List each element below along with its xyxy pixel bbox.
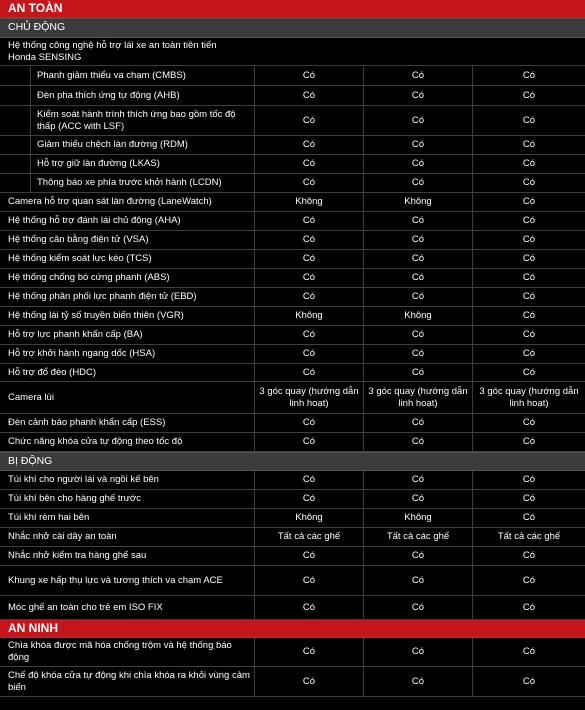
sub-feature-row bbox=[0, 136, 585, 155]
value-cell-2: Có bbox=[363, 288, 472, 306]
feature-label: Móc ghế an toàn cho trẻ em ISO FIX bbox=[8, 601, 163, 613]
value-cell-2: Có bbox=[363, 136, 472, 154]
feature-label: Túi khí cho người lái và ngồi kế bên bbox=[8, 474, 159, 485]
feature-label: Túi khí rèm hai bên bbox=[8, 512, 90, 523]
feature-label: Hỗ trợ đổ đèo (HDC) bbox=[8, 366, 97, 378]
value-cell-1: Có bbox=[254, 547, 363, 565]
value-cell-1: Có bbox=[254, 212, 363, 230]
feature-row bbox=[0, 193, 585, 212]
value-cell-2: Có bbox=[363, 106, 472, 135]
indent-cell bbox=[0, 136, 30, 154]
feature-row bbox=[0, 547, 585, 566]
feature-label: Chức năng khóa cửa tự động theo tốc độ bbox=[8, 436, 183, 447]
value-cell-3: Có bbox=[472, 212, 585, 230]
value-cell-1: Có bbox=[254, 174, 363, 192]
feature-row bbox=[0, 326, 585, 345]
value-cell-3: Có bbox=[472, 136, 585, 154]
feature-row bbox=[0, 667, 585, 697]
feature-label: Phanh giảm thiểu va chạm (CMBS) bbox=[30, 66, 254, 85]
feature-row bbox=[0, 471, 585, 490]
feature-label: Hệ thống kiểm soát lực kéo (TCS) bbox=[8, 253, 152, 264]
value-cell-2: Có bbox=[363, 86, 472, 105]
value-cell-3: Có bbox=[472, 433, 585, 451]
value-cell-1: Không bbox=[254, 307, 363, 325]
feature-label: Kiểm soát hành trình thích ứng bao gồm tốc độ thấp (ACC with LSF) bbox=[30, 106, 254, 135]
feature-label: Hệ thống lái tỷ số truyền biến thiên (VGR) bbox=[8, 310, 184, 321]
feature-label: Nhắc nhở cài dây an toàn bbox=[8, 531, 117, 542]
feature-label: Chế độ khóa cửa tự động khi chìa khóa ra khỏi vùng cảm biến bbox=[8, 669, 250, 693]
value-cell-3: Có bbox=[472, 326, 585, 344]
value-cell-3: Có bbox=[472, 307, 585, 325]
value-cell-2: Có bbox=[363, 231, 472, 249]
feature-label: Nhắc nhở kiểm tra hàng ghế sau bbox=[8, 550, 147, 561]
value-cell-3: Có bbox=[472, 547, 585, 565]
value-cell-3: Có bbox=[472, 667, 585, 696]
value-cell-3: Tất cả các ghế bbox=[472, 528, 585, 546]
feature-label: Đèn pha thích ứng tự động (AHB) bbox=[30, 86, 254, 105]
value-cell-3: Có bbox=[472, 250, 585, 268]
value-cell-1: Có bbox=[254, 231, 363, 249]
value-cell-2: Có bbox=[363, 638, 472, 666]
value-cell-2: Không bbox=[363, 307, 472, 325]
feature-row bbox=[0, 433, 585, 452]
value-cell-1: Có bbox=[254, 250, 363, 268]
section-header-an-toan: AN TOÀN bbox=[0, 0, 585, 18]
value-cell-2: Không bbox=[363, 193, 472, 211]
indent-cell bbox=[0, 66, 30, 85]
value-cell-2: Có bbox=[363, 174, 472, 192]
sub-feature-row bbox=[0, 174, 585, 193]
feature-label: Hỗ trợ giữ làn đường (LKAS) bbox=[30, 155, 254, 173]
sub-feature-row bbox=[0, 86, 585, 106]
group-label: Hệ thống công nghệ hỗ trợ lái xe an toàn tiên tiến Honda SENSING bbox=[8, 40, 217, 63]
feature-label: Khung xe hấp thụ lực và tương thích va chạm ACE bbox=[8, 574, 223, 586]
value-cell-1: Có bbox=[254, 288, 363, 306]
feature-row bbox=[0, 212, 585, 231]
value-cell-1: Có bbox=[254, 433, 363, 451]
value-cell-1: Có bbox=[254, 566, 363, 595]
value-cell-2: Có bbox=[363, 326, 472, 344]
value-cell-3: Có bbox=[472, 471, 585, 489]
feature-label: Camera hỗ trợ quan sát làn đường (LaneWatch) bbox=[8, 196, 212, 207]
value-cell-3: Có bbox=[472, 106, 585, 135]
feature-label: Giảm thiểu chệch làn đường (RDM) bbox=[30, 136, 254, 154]
feature-row bbox=[0, 509, 585, 528]
feature-label: Hỗ trợ khởi hành ngang dốc (HSA) bbox=[8, 348, 156, 359]
value-cell-1: 3 góc quay (hướng dẫn linh hoạt) bbox=[254, 382, 363, 413]
value-cell-3: Có bbox=[472, 490, 585, 508]
value-cell-3: Có bbox=[472, 269, 585, 287]
value-cell-2: Có bbox=[363, 212, 472, 230]
group-header bbox=[0, 38, 585, 66]
feature-row bbox=[0, 566, 585, 596]
value-cell-2: Không bbox=[363, 509, 472, 527]
value-cell-1: Có bbox=[254, 155, 363, 173]
feature-row bbox=[0, 638, 585, 667]
feature-row bbox=[0, 490, 585, 509]
feature-row bbox=[0, 307, 585, 326]
value-cell-2: Có bbox=[363, 433, 472, 451]
feature-row bbox=[0, 288, 585, 307]
feature-row bbox=[0, 231, 585, 250]
feature-row bbox=[0, 345, 585, 364]
indent-cell bbox=[0, 106, 30, 135]
subsection-header-bi-dong: BỊ ĐỘNG bbox=[0, 452, 585, 471]
feature-row bbox=[0, 250, 585, 269]
feature-row bbox=[0, 596, 585, 620]
value-cell-1: Có bbox=[254, 345, 363, 363]
feature-label: Hệ thống hỗ trợ đánh lái chủ động (AHA) bbox=[8, 215, 181, 226]
value-cell-2: Có bbox=[363, 345, 472, 363]
value-cell-1: Có bbox=[254, 638, 363, 666]
section-header-an-ninh: AN NINH bbox=[0, 620, 585, 638]
value-cell-2: Có bbox=[363, 269, 472, 287]
value-cell-2: Có bbox=[363, 471, 472, 489]
value-cell-2: 3 góc quay (hướng dẫn linh hoạt) bbox=[363, 382, 472, 413]
value-cell-3: Có bbox=[472, 638, 585, 666]
value-cell-2: Có bbox=[363, 547, 472, 565]
value-cell-3: Có bbox=[472, 345, 585, 363]
feature-label: Chìa khóa được mã hóa chống trộm và hệ thống báo động bbox=[8, 640, 232, 663]
value-cell-1: Có bbox=[254, 490, 363, 508]
feature-row bbox=[0, 364, 585, 382]
value-cell-1: Có bbox=[254, 326, 363, 344]
value-cell-1: Có bbox=[254, 414, 363, 432]
value-cell-3: Có bbox=[472, 288, 585, 306]
value-cell-3: 3 góc quay (hướng dẫn linh hoạt) bbox=[472, 382, 585, 413]
value-cell-3: Có bbox=[472, 66, 585, 85]
value-cell-3: Có bbox=[472, 155, 585, 173]
feature-label: Hỗ trợ lực phanh khẩn cấp (BA) bbox=[8, 329, 143, 340]
value-cell-2: Có bbox=[363, 566, 472, 595]
feature-label: Camera lùi bbox=[8, 391, 54, 403]
indent-cell bbox=[0, 174, 30, 192]
subsection-header-chu-dong: CHỦ ĐỘNG bbox=[0, 18, 585, 38]
value-cell-1: Tất cả các ghế bbox=[254, 528, 363, 546]
value-cell-1: Không bbox=[254, 509, 363, 527]
value-cell-3: Có bbox=[472, 414, 585, 432]
indent-cell bbox=[0, 86, 30, 105]
value-cell-1: Có bbox=[254, 596, 363, 619]
feature-row bbox=[0, 382, 585, 414]
value-cell-3: Có bbox=[472, 596, 585, 619]
feature-label: Túi khí bên cho hàng ghế trước bbox=[8, 493, 141, 504]
value-cell-2: Có bbox=[363, 155, 472, 173]
value-cell-2: Có bbox=[363, 250, 472, 268]
value-cell-2: Có bbox=[363, 414, 472, 432]
sub-feature-row bbox=[0, 155, 585, 174]
value-cell-2: Có bbox=[363, 596, 472, 619]
feature-label: Đèn cảnh báo phanh khẩn cấp (ESS) bbox=[8, 417, 166, 428]
value-cell-2: Có bbox=[363, 490, 472, 508]
value-cell-2: Có bbox=[363, 66, 472, 85]
feature-label: Hệ thống phân phối lực phanh điện tử (EBD) bbox=[8, 291, 197, 302]
value-cell-2: Có bbox=[363, 667, 472, 696]
value-cell-1: Có bbox=[254, 471, 363, 489]
value-cell-2: Tất cả các ghế bbox=[363, 528, 472, 546]
value-cell-3: Có bbox=[472, 174, 585, 192]
sub-feature-row bbox=[0, 106, 585, 136]
value-cell-1: Không bbox=[254, 193, 363, 211]
value-cell-1: Có bbox=[254, 269, 363, 287]
feature-label: Hệ thống cân bằng điện tử (VSA) bbox=[8, 234, 149, 245]
value-cell-1: Có bbox=[254, 364, 363, 381]
value-cell-2: Có bbox=[363, 364, 472, 381]
value-cell-3: Có bbox=[472, 364, 585, 381]
value-cell-1: Có bbox=[254, 136, 363, 154]
value-cell-3: Có bbox=[472, 509, 585, 527]
value-cell-3: Có bbox=[472, 566, 585, 595]
feature-label: Thông báo xe phía trước khởi hành (LCDN) bbox=[30, 174, 254, 192]
value-cell-1: Có bbox=[254, 667, 363, 696]
value-cell-1: Có bbox=[254, 106, 363, 135]
value-cell-3: Có bbox=[472, 231, 585, 249]
feature-row bbox=[0, 269, 585, 288]
value-cell-1: Có bbox=[254, 86, 363, 105]
indent-cell bbox=[0, 155, 30, 173]
sub-feature-row bbox=[0, 66, 585, 86]
value-cell-1: Có bbox=[254, 66, 363, 85]
feature-label: Hệ thống chống bó cứng phanh (ABS) bbox=[8, 272, 170, 283]
value-cell-3: Có bbox=[472, 193, 585, 211]
feature-row bbox=[0, 528, 585, 547]
feature-row bbox=[0, 414, 585, 433]
value-cell-3: Có bbox=[472, 86, 585, 105]
